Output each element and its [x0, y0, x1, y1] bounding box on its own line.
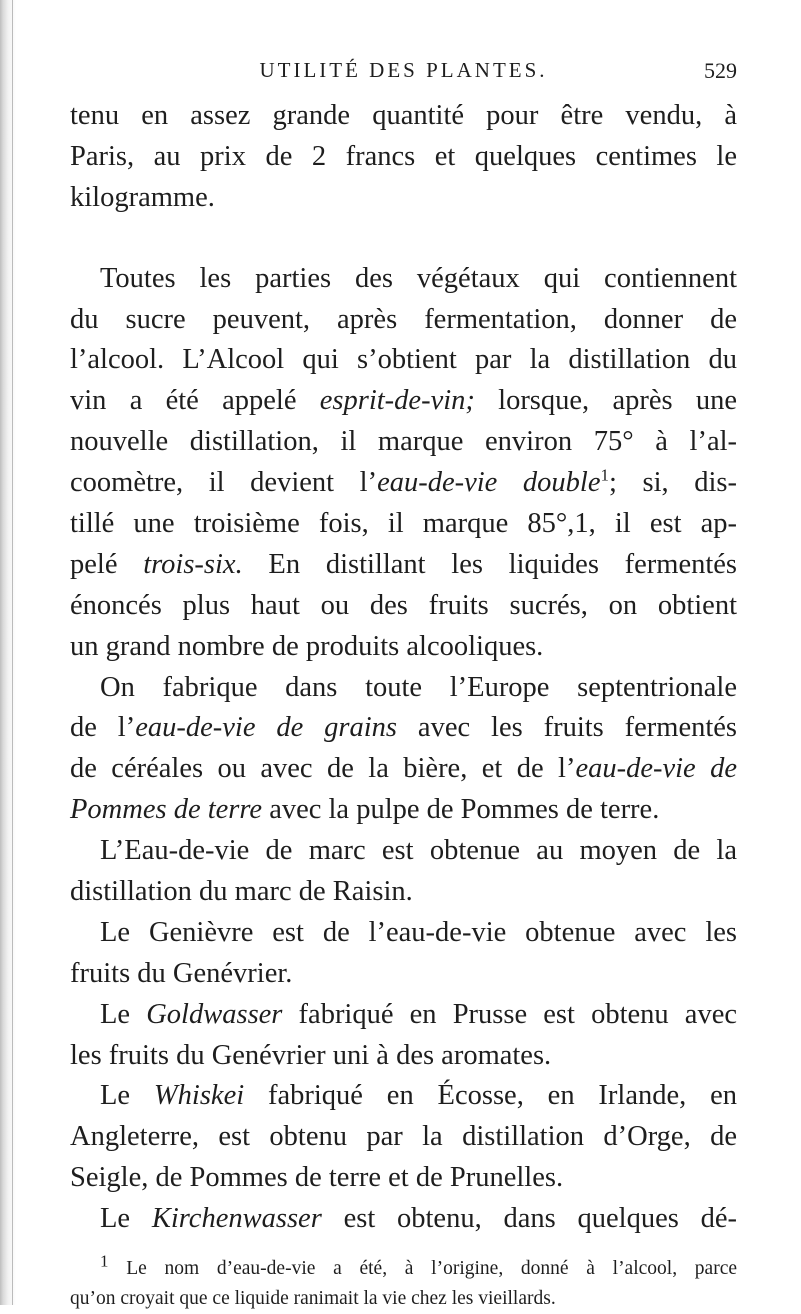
- text-line: [70, 790, 737, 831]
- text-line: Le Genièvre est de l’eau-de-vie obtenue avec les: [100, 916, 737, 948]
- text-run: coomètre, il devient l’: [70, 467, 378, 499]
- text-line: les fruits du Genévrier uni à des aromates.: [70, 1039, 552, 1071]
- text-line: tenu en assez grande quantité pour être vendu, à: [70, 100, 737, 131]
- italic-term: Pommes de terre: [70, 794, 263, 826]
- text-run: fabriqué en Prusse est obtenu avec: [282, 998, 738, 1030]
- paragraph-goldwasser: [70, 995, 737, 1077]
- italic-term: Goldwasser: [146, 998, 283, 1030]
- text-run: lorsque, après une: [474, 385, 738, 417]
- page-number: 529: [704, 58, 737, 83]
- text-run: de l’: [70, 712, 136, 744]
- text-line: nouvelle distillation, il marque environ 75° à l’al-: [70, 426, 737, 458]
- text-run: Le nom d’eau-de-vie a été, à l’origine, donné à l’alcool, parce: [126, 1258, 738, 1280]
- text-line: du sucre peuvent, après fermentation, donner de: [70, 303, 737, 335]
- italic-term: eau-de-vie de grains: [135, 712, 398, 744]
- text-run: Le: [100, 1203, 152, 1235]
- text-line: fruits du Genévrier.: [70, 957, 293, 989]
- text-run: En distillant les liquides fermentés: [242, 548, 738, 580]
- italic-term: Kirchenwasser: [151, 1203, 322, 1235]
- text-line: un grand nombre de produits alcooliques.: [70, 630, 544, 662]
- text-line: l’alcool. L’Alcool qui s’obtient par la distillation du: [70, 344, 737, 376]
- text-run: de céréales ou avec de la bière, et de l’: [70, 753, 576, 785]
- footnote-line: [70, 1251, 738, 1284]
- text-run: Le: [100, 998, 147, 1030]
- text-line: énoncés plus haut ou des fruits sucrés, on obtient: [70, 589, 737, 621]
- body-text: [70, 96, 737, 1314]
- italic-term: esprit-de-vin;: [319, 385, 475, 417]
- text-line: kilogramme.: [70, 181, 215, 213]
- text-line: Angleterre, est obtenu par la distillation d’Orge, de: [70, 1121, 737, 1153]
- text-run: avec les fruits fermentés: [397, 712, 738, 744]
- text-line: [70, 708, 737, 749]
- paragraph-alcohol: [70, 259, 737, 668]
- text-run: avec la pulpe de Pommes de terre.: [262, 794, 660, 826]
- paragraph-gap: [70, 219, 737, 259]
- text-line: distillation du marc de Raisin.: [70, 876, 413, 908]
- page-header: [70, 58, 737, 88]
- page-binding-edge: [0, 0, 16, 1305]
- paragraph-genievre: [70, 913, 737, 995]
- text-line: L’Eau-de-vie de marc est obtenue au moyen de la: [100, 835, 737, 867]
- text-line: Paris, au prix de 2 francs et quelques centimes le: [70, 140, 737, 172]
- text-run: vin a été appelé: [70, 385, 320, 417]
- text-run: ; si, dis-: [609, 467, 737, 499]
- paragraph-kirchenwasser: [70, 1199, 737, 1240]
- text-line: tillé une troisième fois, il marque 85°,1, il est ap-: [70, 508, 737, 540]
- text-line: [70, 995, 737, 1036]
- running-head: UTILITÉ DES PLANTES.: [259, 58, 548, 82]
- paragraph-grain-spirits: [70, 668, 737, 832]
- footnote: [70, 1251, 738, 1314]
- footnote-reference: 1: [600, 465, 609, 485]
- text-run: fabriqué en Écosse, en Irlande, en: [244, 1080, 737, 1112]
- text-run: pelé: [70, 548, 144, 580]
- text-line: [70, 463, 737, 504]
- text-line: On fabrique dans toute l’Europe septentrionale: [100, 671, 737, 703]
- italic-term: eau-de-vie de: [575, 753, 737, 785]
- text-line: [70, 1076, 737, 1117]
- paragraph-continuation: [70, 96, 737, 219]
- paragraph-whiskei: [70, 1076, 737, 1199]
- text-line: [70, 545, 737, 586]
- paragraph-marc: [70, 831, 737, 913]
- text-run: est obtenu, dans quelques dé-: [321, 1203, 737, 1235]
- text-line: Toutes les parties des végétaux qui contiennent: [100, 262, 737, 294]
- footnote-separator: [70, 1240, 737, 1254]
- italic-term: Whiskei: [153, 1080, 245, 1112]
- text-run: Le: [100, 1080, 154, 1112]
- text-line: [70, 381, 737, 422]
- text-line: Seigle, de Pommes de terre et de Prunelles.: [70, 1162, 564, 1194]
- text-line: [70, 749, 737, 790]
- footnote-line: qu’on croyait que ce liquide ranimait la vie chez les vieillards.: [70, 1288, 556, 1310]
- italic-term: trois-six.: [143, 548, 243, 580]
- italic-term: eau-de-vie double: [377, 467, 601, 499]
- footnote-marker: 1: [100, 1251, 109, 1271]
- text-line: [70, 1199, 737, 1240]
